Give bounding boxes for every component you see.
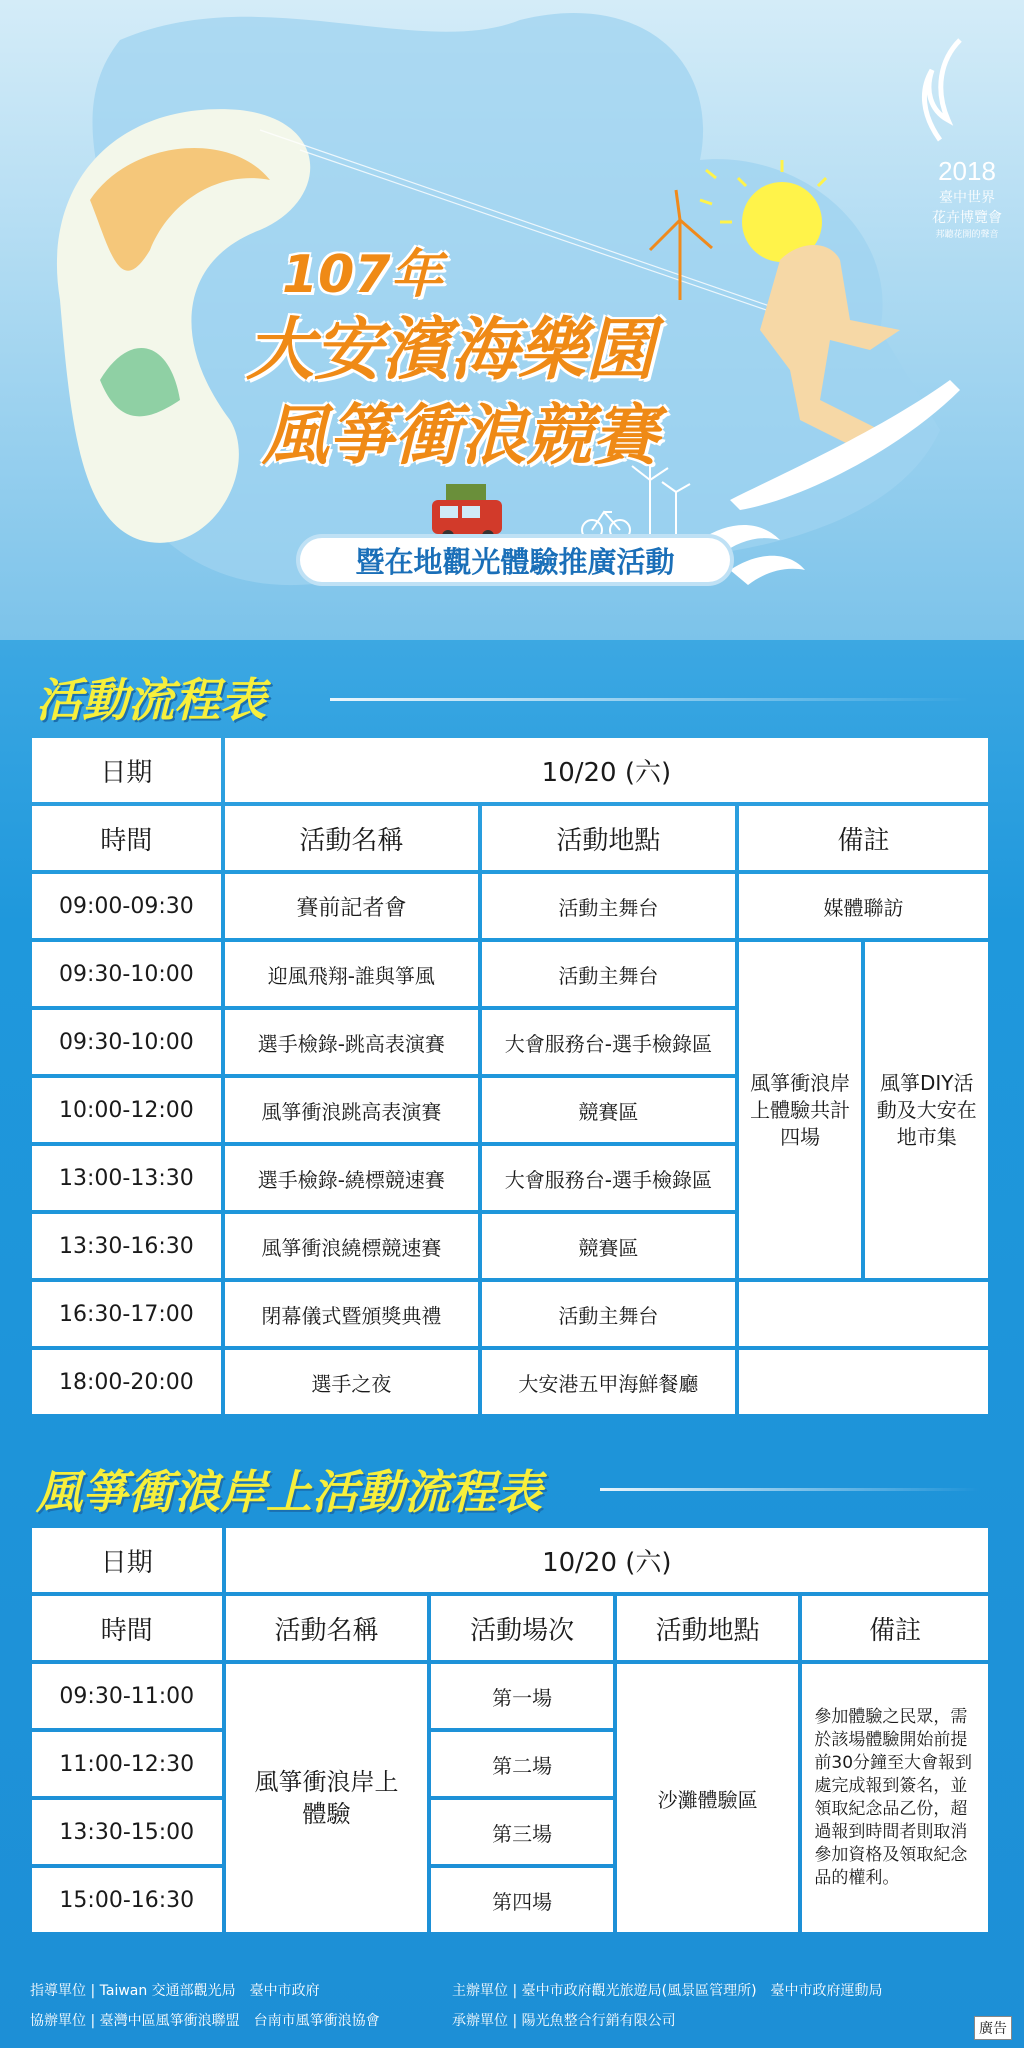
footer-host: 主辦單位 | 臺中市政府觀光旅遊局(風景區管理所) 臺中市政府運動局 bbox=[452, 1983, 883, 1999]
header-place: 活動地點 bbox=[617, 1596, 799, 1660]
expo-logo-line2: 花卉博覽會 bbox=[932, 209, 1002, 225]
row-time: 13:30-15:00 bbox=[32, 1800, 222, 1864]
row-name: 迎風飛翔-誰與箏風 bbox=[225, 942, 478, 1006]
row-place: 活動主舞台 bbox=[482, 874, 735, 938]
row-note-media: 媒體聯訪 bbox=[739, 874, 988, 938]
expo-logo bbox=[932, 156, 1002, 240]
hero-banner bbox=[0, 0, 1024, 640]
table-row bbox=[32, 1282, 988, 1346]
activity-place: 沙灘體驗區 bbox=[617, 1664, 799, 1932]
row-name: 風箏衝浪繞標競速賽 bbox=[225, 1214, 478, 1278]
table-row bbox=[32, 1528, 988, 1592]
banner-title-line2: 風箏衝浪競賽 bbox=[262, 397, 658, 474]
date-value: 10/20 (六) bbox=[225, 738, 988, 802]
note-diy-market: 風箏DIY活動及大安在地市集 bbox=[865, 942, 988, 1278]
row-time: 16:30-17:00 bbox=[32, 1282, 221, 1346]
table-row bbox=[32, 942, 988, 1006]
row-place: 大會服務台-選手檢錄區 bbox=[482, 1010, 735, 1074]
row-place: 競賽區 bbox=[482, 1078, 735, 1142]
table-row bbox=[32, 874, 988, 938]
footer-guide-orgs: Taiwan 交通部觀光局 臺中市政府 bbox=[99, 1983, 320, 1999]
header-name: 活動名稱 bbox=[225, 806, 478, 870]
schedule2-title: 風箏衝浪岸上活動流程表 bbox=[36, 1465, 542, 1519]
header-name: 活動名稱 bbox=[226, 1596, 428, 1660]
row-time: 09:30-10:00 bbox=[32, 942, 221, 1006]
activity-name: 風箏衝浪岸上體驗 bbox=[226, 1664, 428, 1932]
header-place: 活動地點 bbox=[482, 806, 735, 870]
row-place: 活動主舞台 bbox=[482, 942, 735, 1006]
row-name: 風箏衝浪跳高表演賽 bbox=[225, 1078, 478, 1142]
note-shore-experience: 風箏衝浪岸上體驗共計四場 bbox=[739, 942, 862, 1278]
row-name: 賽前記者會 bbox=[225, 874, 478, 938]
table-row bbox=[32, 1664, 988, 1728]
footer-contractor: 承辦單位 | 陽光魚整合行銷有限公司 bbox=[452, 2013, 676, 2029]
ad-badge: 廣告 bbox=[974, 2016, 1012, 2040]
row-place: 大安港五甲海鮮餐廳 bbox=[482, 1350, 735, 1414]
row-time: 11:00-12:30 bbox=[32, 1732, 222, 1796]
banner-year: 107年 bbox=[282, 245, 443, 305]
row-session: 第四場 bbox=[431, 1868, 613, 1932]
row-session: 第三場 bbox=[431, 1800, 613, 1864]
footer-co: 協辦單位 | 臺灣中區風箏衝浪聯盟 台南市風箏衝浪協會 bbox=[30, 2013, 380, 2029]
row-time: 13:30-16:30 bbox=[32, 1214, 221, 1278]
header-note: 備註 bbox=[739, 806, 988, 870]
footer-co-label: 協辦單位 bbox=[30, 2013, 86, 2029]
header-time: 時間 bbox=[32, 1596, 222, 1660]
schedule1-title: 活動流程表 bbox=[36, 673, 266, 727]
footer-host-orgs: 臺中市政府觀光旅遊局(風景區管理所) 臺中市政府運動局 bbox=[521, 1983, 883, 1999]
date-label: 日期 bbox=[32, 738, 221, 802]
date-label: 日期 bbox=[32, 1528, 222, 1592]
footer-host-label: 主辦單位 bbox=[452, 1983, 508, 1999]
expo-logo-year: 2018 bbox=[938, 156, 996, 186]
banner-title-line1: 大安濱海樂園 bbox=[246, 311, 655, 390]
date-value: 10/20 (六) bbox=[226, 1528, 988, 1592]
expo-logo-line3: 邦聽花開的聲音 bbox=[935, 229, 999, 239]
footer-guide: 指導單位 | Taiwan 交通部觀光局 臺中市政府 bbox=[30, 1983, 320, 1999]
row-session: 第二場 bbox=[431, 1732, 613, 1796]
row-name: 選手檢錄-繞標競速賽 bbox=[225, 1146, 478, 1210]
expo-logo-line1: 臺中世界 bbox=[939, 189, 995, 205]
row-name: 閉幕儀式暨頒獎典禮 bbox=[225, 1282, 478, 1346]
row-time: 09:30-10:00 bbox=[32, 1010, 221, 1074]
table-row bbox=[32, 1350, 988, 1414]
schedule2-title-line bbox=[600, 1488, 980, 1491]
activity-note: 參加體驗之民眾，需於該場體驗開始前提前30分鐘至大會報到處完成報到簽名，並領取紀念品乙份，超過報到時間者則取消參加資格及領取紀念品的權利。 bbox=[802, 1664, 988, 1932]
table-row bbox=[32, 738, 988, 802]
row-time: 09:00-09:30 bbox=[32, 874, 221, 938]
row-note-empty bbox=[739, 1350, 988, 1414]
row-time: 13:00-13:30 bbox=[32, 1146, 221, 1210]
schedule2-table bbox=[28, 1524, 992, 1936]
row-note-empty bbox=[739, 1282, 988, 1346]
row-name: 選手檢錄-跳高表演賽 bbox=[225, 1010, 478, 1074]
table-header-row bbox=[32, 806, 988, 870]
schedule1-title-line bbox=[330, 698, 970, 701]
row-time: 15:00-16:30 bbox=[32, 1868, 222, 1932]
header-session: 活動場次 bbox=[431, 1596, 613, 1660]
banner-subtitle: 暨在地觀光體驗推廣活動 bbox=[300, 538, 730, 582]
footer-co-orgs: 臺灣中區風箏衝浪聯盟 台南市風箏衝浪協會 bbox=[99, 2013, 380, 2029]
row-place: 大會服務台-選手檢錄區 bbox=[482, 1146, 735, 1210]
row-time: 18:00-20:00 bbox=[32, 1350, 221, 1414]
row-place: 活動主舞台 bbox=[482, 1282, 735, 1346]
footer-contractor-label: 承辦單位 bbox=[452, 2013, 508, 2029]
footer-guide-label: 指導單位 bbox=[30, 1983, 86, 1999]
row-time: 09:30-11:00 bbox=[32, 1664, 222, 1728]
row-time: 10:00-12:00 bbox=[32, 1078, 221, 1142]
header-note: 備註 bbox=[802, 1596, 988, 1660]
table-header-row bbox=[32, 1596, 988, 1660]
row-name: 選手之夜 bbox=[225, 1350, 478, 1414]
footer-contractor-orgs: 陽光魚整合行銷有限公司 bbox=[521, 2013, 676, 2029]
schedule1-table bbox=[28, 734, 992, 1418]
row-place: 競賽區 bbox=[482, 1214, 735, 1278]
row-session: 第一場 bbox=[431, 1664, 613, 1728]
header-time: 時間 bbox=[32, 806, 221, 870]
